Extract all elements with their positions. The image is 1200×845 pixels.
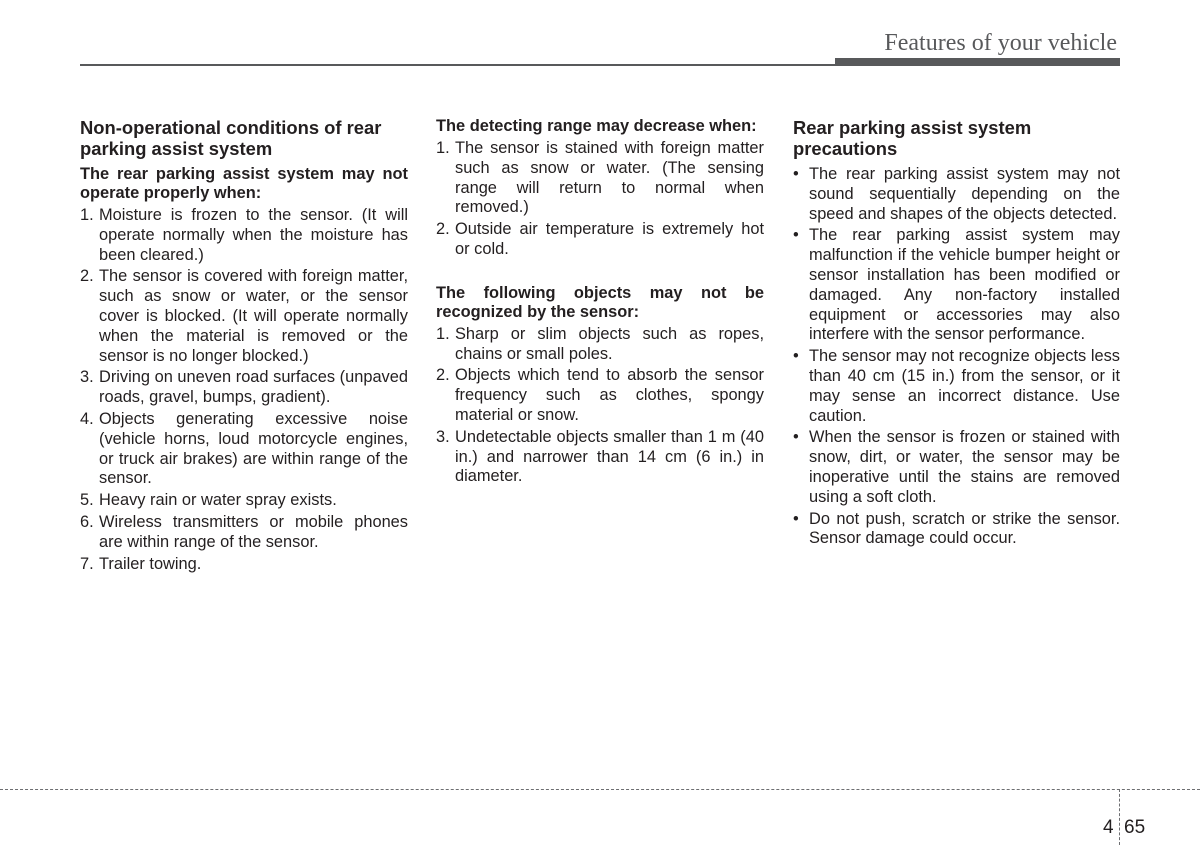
- header-rule-thin: [80, 64, 835, 66]
- subheading-may-not-operate: The rear parking assist system may not operate properly when:: [80, 165, 408, 202]
- list-item-text: When the sensor is frozen or stained with snow, dirt, or water, the sensor may be inoperative until the stains are removed using a soft cloth.: [809, 428, 1120, 506]
- list-marker: 6.: [80, 512, 94, 531]
- list-item-text: Sharp or slim objects such as ropes, chains or small poles.: [455, 324, 764, 363]
- list-item-text: Do not push, scratch or strike the sensor. Sensor damage could occur.: [809, 509, 1120, 548]
- bullet-icon: •: [793, 226, 799, 245]
- spacer: [436, 262, 764, 284]
- list-item: [436, 325, 764, 365]
- detecting-range-list: [436, 139, 764, 260]
- list-item: [436, 220, 764, 260]
- column-left: [80, 117, 408, 576]
- list-marker: 3.: [80, 368, 94, 387]
- precautions-list: [793, 165, 1120, 549]
- bullet-icon: •: [793, 509, 799, 528]
- list-item-text: The rear parking assist system may malfunction if the vehicle bumper height or sensor installation has been modified or damaged. Any non-factory installed equipment or accessories may also interfere with the sensor performance.: [809, 226, 1120, 344]
- list-marker: 1.: [436, 139, 450, 157]
- column-right: [793, 117, 1120, 551]
- list-item: [793, 165, 1120, 224]
- list-item: [436, 428, 764, 487]
- list-item: [436, 366, 764, 425]
- list-item: [80, 491, 408, 511]
- list-marker: 1.: [436, 324, 450, 343]
- conditions-list: [80, 206, 408, 574]
- list-marker: 2.: [436, 366, 450, 385]
- list-marker: 3.: [436, 427, 450, 446]
- list-marker: 2.: [436, 220, 450, 239]
- list-marker: 2.: [80, 267, 94, 286]
- list-marker: 5.: [80, 491, 94, 510]
- bullet-icon: •: [793, 428, 799, 447]
- section-title: Features of your vehicle: [884, 30, 1117, 56]
- list-marker: 4.: [80, 409, 94, 428]
- list-item: [793, 347, 1120, 426]
- list-item-text: Heavy rain or water spray exists.: [99, 491, 337, 510]
- list-item: [80, 368, 408, 408]
- heading-precautions: Rear parking assist system precautions: [793, 117, 1032, 159]
- bullet-icon: •: [793, 347, 799, 366]
- list-item: [793, 226, 1120, 345]
- list-item: [80, 410, 408, 489]
- list-item-text: Wireless transmitters or mobile phones are within range of the sensor.: [99, 512, 408, 551]
- heading-non-operational-conditions: Non-operational conditions of rear parking assist system: [80, 117, 382, 159]
- footer-dashed-rule: [0, 789, 1200, 790]
- list-item: [436, 139, 764, 218]
- list-item-text: Objects generating excessive noise (vehicle horns, loud motorcycle engines, or truck air brakes) are within range of the sensor.: [99, 409, 408, 488]
- list-item: [793, 428, 1120, 507]
- list-item-text: Driving on uneven road surfaces (unpaved roads, gravel, bumps, gradient).: [99, 368, 408, 407]
- list-item-text: Outside air temperature is extremely hot or cold.: [455, 220, 764, 258]
- list-item: [80, 513, 408, 553]
- list-item-text: Trailer towing.: [99, 554, 202, 573]
- chapter-number: 4: [1103, 817, 1114, 838]
- subheading-unrecognized-objects: The following objects may not be recognized by the sensor:: [436, 283, 764, 321]
- page-number-divider: [1119, 789, 1120, 845]
- bullet-icon: •: [793, 165, 799, 183]
- list-item: [80, 555, 408, 575]
- list-item: [80, 267, 408, 366]
- unrecognized-objects-list: [436, 325, 764, 487]
- list-item-text: The sensor may not recognize objects less than 40 cm (15 in.) from the sensor, or it may sense an incorrect distance. Use caution.: [809, 347, 1120, 425]
- list-item-text: The sensor is stained with foreign matter such as snow or water. (The sensing range will return to normal when removed.): [455, 139, 764, 217]
- page-number: 65: [1124, 817, 1146, 838]
- list-item-text: The rear parking assist system may not sound sequentially depending on the speed and shapes of the objects detected.: [809, 165, 1120, 223]
- list-marker: 7.: [80, 554, 94, 573]
- list-item-text: Moisture is frozen to the sensor. (It will operate normally when the moisture has been cleared.): [99, 206, 408, 264]
- list-item: [793, 510, 1120, 550]
- list-item-text: Undetectable objects smaller than 1 m (40 in.) and narrower than 14 cm (6 in.) in diameter.: [455, 427, 764, 486]
- column-middle: [436, 117, 764, 489]
- subheading-detecting-range: The detecting range may decrease when:: [436, 117, 757, 135]
- header-rule-thick: [835, 58, 1120, 66]
- list-item: [80, 206, 408, 265]
- list-item-text: The sensor is covered with foreign matter, such as snow or water, or the sensor cover is blocked. (It will operate normally when the material is removed or the sensor is no longer blocked.): [99, 267, 408, 365]
- list-marker: 1.: [80, 206, 94, 224]
- list-item-text: Objects which tend to absorb the sensor frequency such as clothes, spongy material or snow.: [455, 366, 764, 424]
